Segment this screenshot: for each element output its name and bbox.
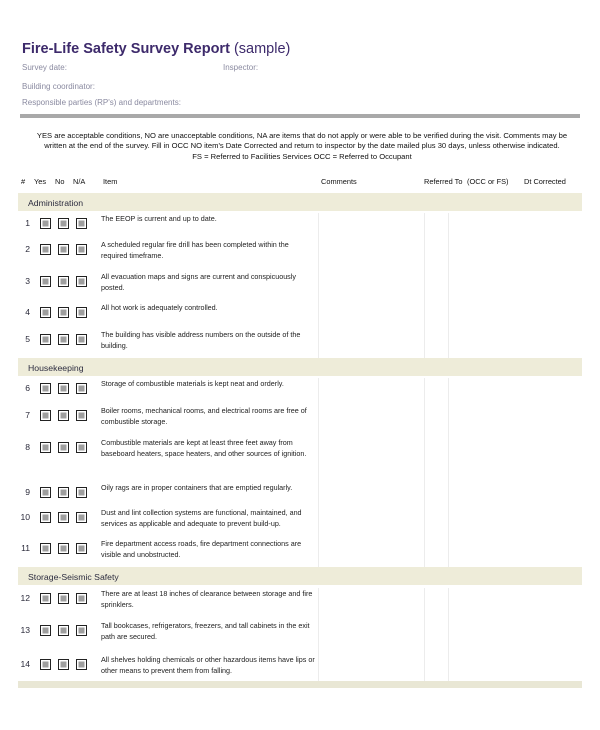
na-checkbox[interactable] xyxy=(76,410,87,421)
responsible-parties-label: Responsible parties (RP's) and departments: xyxy=(22,98,181,107)
column-divider xyxy=(424,271,425,302)
date-corrected-cell[interactable] xyxy=(513,507,578,538)
col-header-no: No xyxy=(55,177,65,186)
item-number: 11 xyxy=(21,543,30,553)
no-checkbox[interactable] xyxy=(58,244,69,255)
section-title: Administration xyxy=(28,198,84,208)
date-corrected-cell[interactable] xyxy=(513,620,578,654)
referred-to-cell[interactable] xyxy=(449,588,509,620)
no-checkbox[interactable] xyxy=(58,442,69,453)
table-row xyxy=(18,239,582,271)
yes-checkbox[interactable] xyxy=(40,593,51,604)
referred-to-cell[interactable] xyxy=(449,239,509,271)
yes-checkbox[interactable] xyxy=(40,276,51,287)
na-checkbox[interactable] xyxy=(76,276,87,287)
table-row xyxy=(18,654,582,681)
na-checkbox[interactable] xyxy=(76,512,87,523)
na-checkbox[interactable] xyxy=(76,383,87,394)
comments-cell[interactable] xyxy=(319,378,423,405)
report-title: Fire-Life Safety Survey Report (sample) xyxy=(22,41,291,57)
no-checkbox[interactable] xyxy=(58,543,69,554)
item-text: The EEOP is current and up to date. xyxy=(101,214,217,223)
col-header-comments: Comments xyxy=(321,177,357,186)
column-divider xyxy=(424,620,425,654)
comments-cell[interactable] xyxy=(319,437,423,482)
no-checkbox[interactable] xyxy=(58,276,69,287)
table-row xyxy=(18,329,582,358)
date-corrected-cell[interactable] xyxy=(513,378,578,405)
item-text: Dust and lint collection systems are functional, maintained, and services as applicable and adequate to prevent build-up. xyxy=(101,508,302,528)
item-text: Combustible materials are kept at least three feet away from baseboard heaters, space heaters, and other sources of ignition. xyxy=(101,438,307,458)
date-corrected-cell[interactable] xyxy=(513,239,578,271)
date-corrected-cell[interactable] xyxy=(513,482,578,507)
na-checkbox[interactable] xyxy=(76,244,87,255)
no-checkbox[interactable] xyxy=(58,334,69,345)
referred-to-cell[interactable] xyxy=(449,302,509,329)
yes-checkbox[interactable] xyxy=(40,487,51,498)
comments-cell[interactable] xyxy=(319,538,423,567)
table-row xyxy=(18,271,582,302)
section-header xyxy=(18,567,582,585)
na-checkbox[interactable] xyxy=(76,659,87,670)
column-divider xyxy=(424,654,425,681)
item-number: 3 xyxy=(25,276,30,286)
column-divider xyxy=(424,507,425,538)
column-divider xyxy=(424,378,425,405)
item-text: Fire department access roads, fire department connections are visible and unobstructed. xyxy=(101,539,302,559)
date-corrected-cell[interactable] xyxy=(513,538,578,567)
section-title: Storage-Seismic Safety xyxy=(28,572,119,582)
date-corrected-cell[interactable] xyxy=(513,329,578,358)
no-checkbox[interactable] xyxy=(58,307,69,318)
table-row xyxy=(18,482,582,507)
date-corrected-cell[interactable] xyxy=(513,271,578,302)
na-checkbox[interactable] xyxy=(76,593,87,604)
table-footer-bar xyxy=(18,681,582,688)
table-row xyxy=(18,538,582,567)
comments-cell[interactable] xyxy=(319,620,423,654)
instructions-line-1: YES are acceptable conditions, NO are unacceptable conditions, NA are items that do not apply or were able to be verified during the visit. Comments may be xyxy=(36,131,568,140)
no-checkbox[interactable] xyxy=(58,593,69,604)
section-title: Housekeeping xyxy=(28,363,84,373)
building-coordinator-label: Building coordinator: xyxy=(22,82,95,91)
column-divider xyxy=(424,482,425,507)
header-divider xyxy=(20,114,580,118)
yes-checkbox[interactable] xyxy=(40,625,51,636)
comments-cell[interactable] xyxy=(319,239,423,271)
na-checkbox[interactable] xyxy=(76,218,87,229)
yes-checkbox[interactable] xyxy=(40,512,51,523)
item-number: 1 xyxy=(25,218,30,228)
section-header xyxy=(18,358,582,376)
yes-checkbox[interactable] xyxy=(40,334,51,345)
yes-checkbox[interactable] xyxy=(40,383,51,394)
na-checkbox[interactable] xyxy=(76,543,87,554)
no-checkbox[interactable] xyxy=(58,487,69,498)
table-row xyxy=(18,437,582,482)
referred-to-cell[interactable] xyxy=(449,329,509,358)
item-number: 14 xyxy=(20,659,30,669)
column-divider xyxy=(424,239,425,271)
col-header-referred: Referred To xyxy=(424,177,463,186)
referred-to-cell[interactable] xyxy=(449,507,509,538)
no-checkbox[interactable] xyxy=(58,410,69,421)
referred-to-cell[interactable] xyxy=(449,538,509,567)
date-corrected-cell[interactable] xyxy=(513,405,578,437)
table-row xyxy=(18,620,582,654)
item-text: There are at least 18 inches of clearance between storage and fire sprinklers. xyxy=(101,589,313,609)
item-number: 12 xyxy=(20,593,30,603)
table-row xyxy=(18,588,582,620)
comments-cell[interactable] xyxy=(319,302,423,329)
item-text: Storage of combustible materials is kept neat and orderly. xyxy=(101,379,284,388)
table-row xyxy=(18,302,582,329)
table-row xyxy=(18,213,582,239)
yes-checkbox[interactable] xyxy=(40,543,51,554)
item-text: All hot work is adequately controlled. xyxy=(101,303,218,312)
item-text: A scheduled regular fire drill has been completed within the required timeframe. xyxy=(101,240,289,260)
date-corrected-cell[interactable] xyxy=(513,213,578,239)
col-header-item: Item xyxy=(103,177,118,186)
column-divider xyxy=(424,405,425,437)
yes-checkbox[interactable] xyxy=(40,659,51,670)
referred-to-cell[interactable] xyxy=(449,271,509,302)
column-divider xyxy=(424,302,425,329)
date-corrected-cell[interactable] xyxy=(513,437,578,482)
table-row xyxy=(18,507,582,538)
comments-cell[interactable] xyxy=(319,482,423,507)
comments-cell[interactable] xyxy=(319,654,423,681)
table-row xyxy=(18,405,582,437)
referred-to-cell[interactable] xyxy=(449,654,509,681)
na-checkbox[interactable] xyxy=(76,487,87,498)
na-checkbox[interactable] xyxy=(76,625,87,636)
comments-cell[interactable] xyxy=(319,329,423,358)
section-header xyxy=(18,193,582,211)
referred-to-cell[interactable] xyxy=(449,213,509,239)
column-divider xyxy=(424,329,425,358)
instructions-line-2: written at the end of the survey. Fill in OCC NO item's Date Corrected and return to inspector by the date mailed plus 30 days, unless otherwise indicated. xyxy=(44,141,560,151)
referred-to-cell[interactable] xyxy=(449,482,509,507)
comments-cell[interactable] xyxy=(319,213,423,239)
comments-cell[interactable] xyxy=(319,271,423,302)
item-number: 8 xyxy=(25,442,30,452)
item-text: Tall bookcases, refrigerators, freezers, and tall cabinets in the exit path are secured. xyxy=(101,621,310,641)
referred-to-cell[interactable] xyxy=(449,378,509,405)
na-checkbox[interactable] xyxy=(76,334,87,345)
referred-to-cell[interactable] xyxy=(449,405,509,437)
col-header-num: # xyxy=(21,177,26,186)
na-checkbox[interactable] xyxy=(76,307,87,318)
na-checkbox[interactable] xyxy=(76,442,87,453)
no-checkbox[interactable] xyxy=(58,383,69,394)
yes-checkbox[interactable] xyxy=(40,244,51,255)
item-number: 2 xyxy=(25,244,30,254)
column-divider xyxy=(424,437,425,482)
instructions-line-3: FS = Referred to Facilities Services OCC = Referred to Occupant xyxy=(192,151,412,161)
item-number: 7 xyxy=(25,410,30,420)
item-text: The building has visible address numbers on the outside of the building. xyxy=(101,330,301,350)
item-number: 4 xyxy=(25,307,30,317)
date-corrected-cell[interactable] xyxy=(513,302,578,329)
item-text: Oily rags are in proper containers that are emptied regularly. xyxy=(101,483,293,492)
col-header-occ-fs: (OCC or FS) xyxy=(467,177,509,186)
yes-checkbox[interactable] xyxy=(40,218,51,229)
no-checkbox[interactable] xyxy=(58,512,69,523)
no-checkbox[interactable] xyxy=(58,625,69,636)
item-number: 6 xyxy=(25,383,30,393)
item-number: 9 xyxy=(25,487,30,497)
comments-cell[interactable] xyxy=(319,405,423,437)
col-header-na: N/A xyxy=(73,177,86,186)
instructions xyxy=(28,131,576,162)
no-checkbox[interactable] xyxy=(58,659,69,670)
comments-cell[interactable] xyxy=(319,507,423,538)
referred-to-cell[interactable] xyxy=(449,437,509,482)
item-text: All shelves holding chemicals or other hazardous items have lips or other means to prevent them from falling. xyxy=(101,655,315,675)
comments-cell[interactable] xyxy=(319,588,423,620)
referred-to-cell[interactable] xyxy=(449,620,509,654)
column-divider xyxy=(424,538,425,567)
yes-checkbox[interactable] xyxy=(40,442,51,453)
item-text: All evacuation maps and signs are current and conspicuously posted. xyxy=(101,272,296,292)
item-number: 10 xyxy=(20,512,30,522)
yes-checkbox[interactable] xyxy=(40,307,51,318)
col-header-yes: Yes xyxy=(34,177,47,186)
item-text: Boiler rooms, mechanical rooms, and electrical rooms are free of combustible storage. xyxy=(101,406,307,426)
yes-checkbox[interactable] xyxy=(40,410,51,421)
date-corrected-cell[interactable] xyxy=(513,588,578,620)
survey-date-label: Survey date: xyxy=(22,63,67,72)
inspector-label: Inspector: xyxy=(223,63,259,72)
table-row xyxy=(18,378,582,405)
item-number: 5 xyxy=(25,334,30,344)
date-corrected-cell[interactable] xyxy=(513,654,578,681)
no-checkbox[interactable] xyxy=(58,218,69,229)
col-header-dt-corrected: Dt Corrected xyxy=(524,177,566,186)
column-divider xyxy=(424,213,425,239)
column-divider xyxy=(424,588,425,620)
item-number: 13 xyxy=(20,625,30,635)
